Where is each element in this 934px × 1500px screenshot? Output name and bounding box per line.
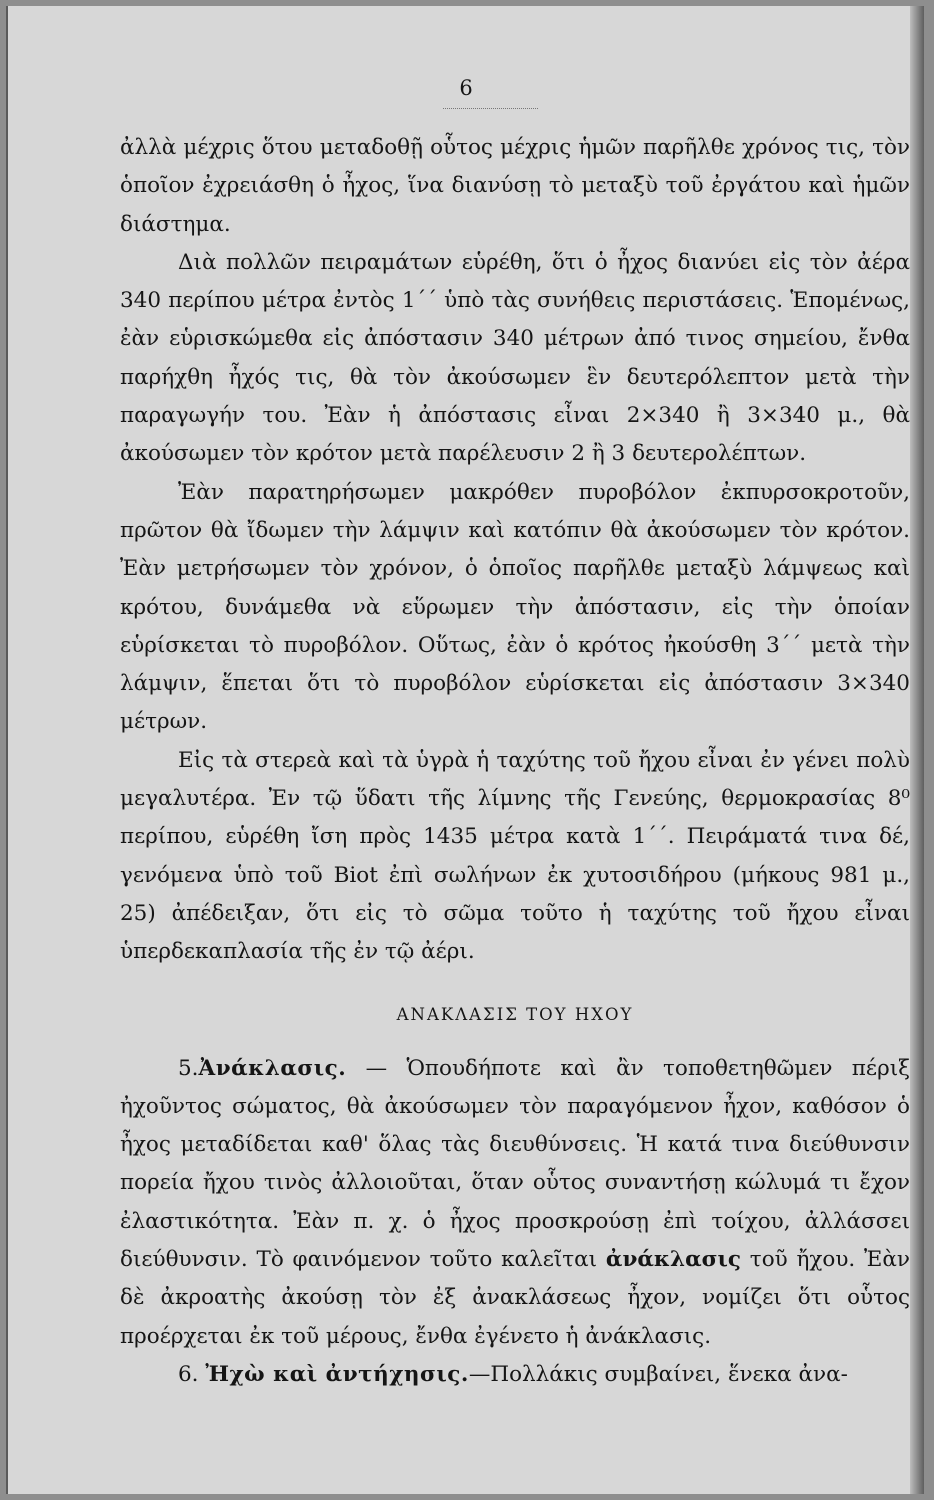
paragraph-1: ἀλλὰ μέχρις ὅτου μεταδοθῇ οὗτος μέχρις ἡμῶν παρῆλθε χρόνος τις, τὸν ὁποῖον ἐχρειάσθη ὁ ἦχος, ἵνα διανύσῃ τὸ μεταξὺ τοῦ ἐργάτου καὶ ἡμῶν διάστημα.: [120, 135, 910, 237]
paragraph-6-number: 6.: [178, 1361, 199, 1387]
paragraph-6-text: —Πολλάκις συμβαίνει, ἕνεκα ἀνα-: [468, 1361, 848, 1387]
paragraph-5-title: Ἀνάκλασις.: [198, 1055, 347, 1081]
paragraph-5-term: ἀνάκλασις: [605, 1247, 741, 1273]
page-spine-shadow: [910, 6, 924, 1494]
paragraph-4: Εἰς τὰ στερεὰ καὶ τὰ ὑγρὰ ἡ ταχύτης τοῦ ἤχου εἶναι ἐν γένει πολὺ μεγαλυτέρα. Ἐν τῷ ὕδατι τῆς λίμνης τῆς Γενεύης, θερμοκρασίας 8⁰ περίπου, εὑρέθη ἴση πρὸς 1435 μέτρα κατὰ 1΄΄. Πειράματά τινα δέ, γενόμενα ὑπὸ τοῦ Biot ἐπὶ σωλήνων ἐκ χυτοσιδήρου (μήκους 981 μ., 25) ἀπέδειξαν, ὅτι εἰς τὸ σῶμα τοῦτο ἡ ταχύτης τοῦ ἤχου εἶναι ὑπερδεκαπλασία τῆς ἐν τῷ ἀέρι.: [120, 747, 910, 965]
paragraph-6-title: Ἠχὼ καὶ ἀντήχησις.: [205, 1361, 469, 1387]
page-number-rule: [443, 108, 538, 109]
paragraph-5: [120, 1050, 910, 1356]
paragraph-2: Διὰ πολλῶν πειραμάτων εὑρέθη, ὅτι ὁ ἦχος διανύει εἰς τὸν ἀέρα 340 περίπου μέτρα ἐντὸς 1΄΄ ὑπὸ τὰς συνήθεις περιστάσεις. Ἑπομένως, ἐὰν εὑρισκώμεθα εἰς ἀπόστασιν 340 μέτρων ἀπό τινος σημείου, ἔνθα παρήχθη ἦχός τις, θὰ τὸν ἀκούσωμεν ἓν δευτερόλεπτον μετὰ τὴν παραγωγήν του. Ἐὰν ἡ ἀπόστασις εἶναι 2×340 ἢ 3×340 μ., θὰ ἀκούσωμεν τὸν κρότον μετὰ παρέλευσιν 2 ἢ 3 δευτερολέπτων.: [120, 249, 910, 467]
paragraph-5-number: 5.: [178, 1055, 199, 1081]
page-number: 6: [459, 76, 473, 100]
paragraph-5-text: — Ὁπουδήποτε καὶ ἂν τοποθετηθῶμεν πέριξ ἠχοῦντος σώματος, θὰ ἀκούσωμεν τὸν παραγόμενον ἦχον, καθόσον ὁ ἦχος μεταδίδεται καθ' ὅλας τὰς διευθύνσεις. Ἡ κατά τινα διεύθυνσιν πορεία ἤχου τινὸς ἀλλοιοῦται, ὅταν οὗτος συναντήσῃ κώλυμά τι ἔχον ἐλαστικότητα. Ἐὰν π. χ. ὁ ἦχος προσκρούσῃ ἐπὶ τοίχου, ἀλλάσσει διεύθυνσιν. Τὸ φαινόμενον τοῦτο καλεῖται: [120, 1055, 910, 1273]
paragraph-6: [120, 1356, 910, 1394]
book-page: [6, 6, 924, 1494]
body-text: [120, 129, 910, 1394]
paragraph-3: Ἐὰν παρατηρήσωμεν μακρόθεν πυροβόλον ἐκπυρσοκροτοῦν, πρῶτον θὰ ἴδωμεν τὴν λάμψιν καὶ κατόπιν θὰ ἀκούσωμεν τὸν κρότον. Ἐὰν μετρήσωμεν τὸν χρόνον, ὁ ὁποῖος παρῆλθε μεταξὺ λάμψεως καὶ κρότου, δυνάμεθα νὰ εὕρωμεν τὴν ἀπόστασιν, εἰς τὴν ὁποίαν εὑρίσκεται τὸ πυροβόλον. Οὕτως, ἐὰν ὁ κρότος ἠκούσθη 3΄΄ μετὰ τὴν λάμψιν, ἕπεται ὅτι τὸ πυροβόλον εὑρίσκεται εἰς ἀπόστασιν 3×340 μέτρων.: [120, 479, 910, 735]
section-heading: ΑΝΑΚΛΑΣΙΣ ΤΟΥ ΗΧΟΥ: [396, 1004, 634, 1024]
paragraph-5-text-end: τοῦ ἤχου. Ἐὰν δὲ ἀκροατὴς ἀκούσῃ τὸν ἐξ ἀνακλάσεως ἦχον, νομίζει ὅτι οὗτος προέρχεται ἐκ τοῦ μέρους, ἔνθα ἐγένετο ἡ ἀνάκλασις.: [120, 1247, 910, 1349]
